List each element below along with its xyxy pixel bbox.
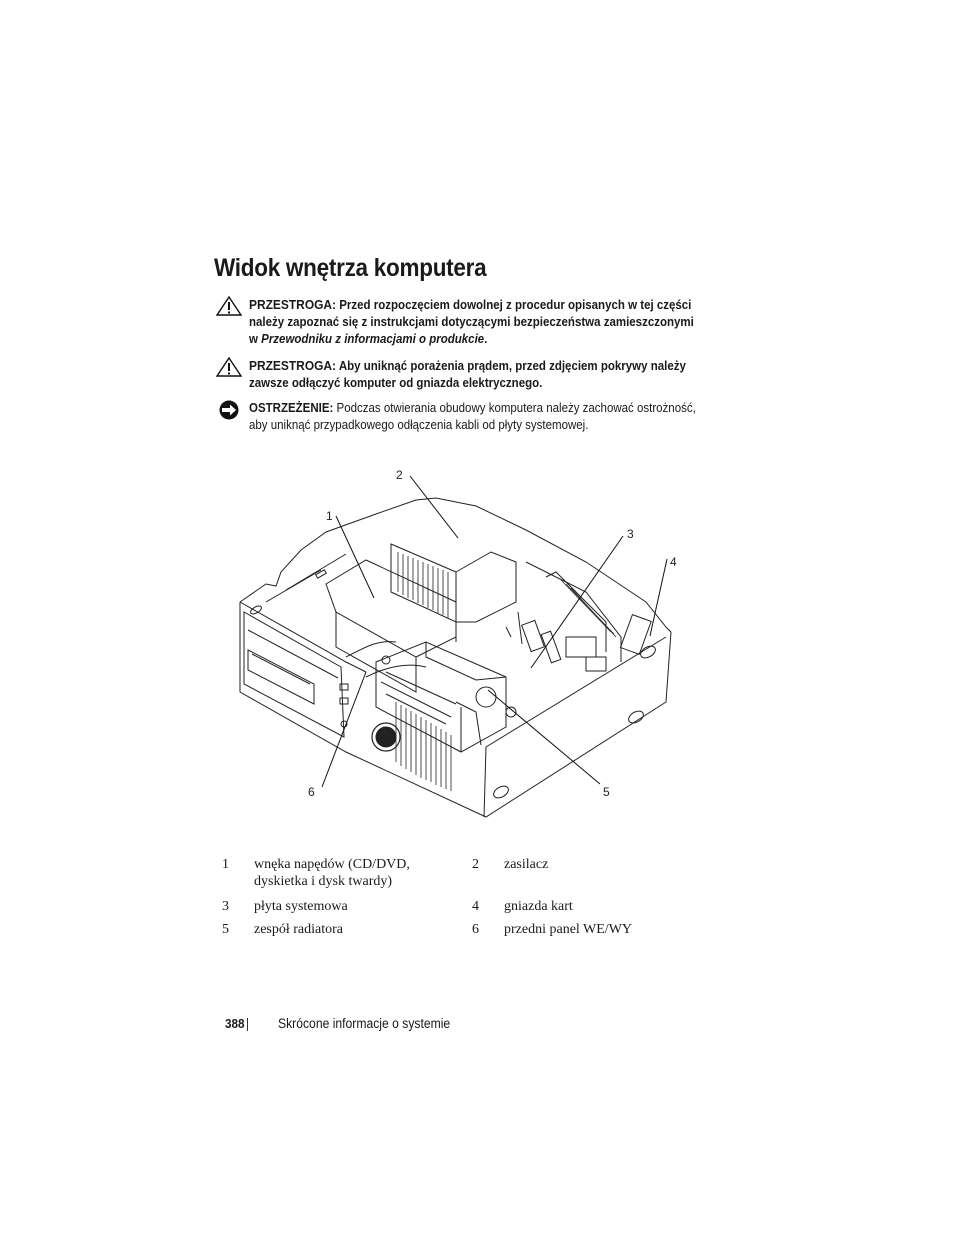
warning-triangle-icon [216,296,242,316]
legend-text: przedni panel WE/WY [504,922,633,937]
caution-label: PRZESTROGA: [249,297,337,312]
leader-line-5 [488,690,600,784]
caution-line-prefix: w [249,332,262,346]
callout-3: 3 [627,527,634,541]
chassis-outline [240,498,671,817]
page-number: 388 [225,1016,245,1031]
notice-line: Podczas otwierania obudowy komputera należy zachować ostrożność, [336,401,696,415]
caution-line: należy zapoznać się z instrukcjami dotyczącymi bezpieczeństwa zamieszczonymi [249,315,694,329]
notice-arrow-circle-icon [216,400,242,420]
caution-line-suffix: . [484,332,488,346]
callout-5: 5 [603,785,610,799]
legend-number: 2 [472,857,479,872]
computer-interior-illustration [226,462,696,832]
legend-text: zespół radiatora [254,922,344,937]
callout-1: 1 [326,509,333,523]
warning-triangle-icon [216,357,242,377]
legend-text: zasilacz [504,857,549,872]
legend-number: 4 [472,899,479,914]
legend-text: płyta systemowa [254,899,348,914]
legend-number: 5 [222,922,229,937]
caution-notice-2 [214,357,719,392]
legend-text: wnęka napędów (CD/DVD, dyskietka i dysk twardy) [254,857,410,889]
caution-line: zawsze odłączyć komputer od gniazda elektrycznego. [249,376,543,390]
legend-number: 1 [222,857,229,872]
footer-section-title: Skrócone informacje o systemie [278,1016,451,1031]
caution-notice-1 [214,296,719,348]
caution-label: PRZESTROGA: [249,358,337,373]
callout-4: 4 [670,555,677,569]
footer-separator [247,1018,248,1031]
caution-line: Przed rozpoczęciem dowolnej z procedur opisanych w tej części [339,298,692,312]
callout-2: 2 [396,468,403,482]
leader-line-3 [531,536,623,668]
caution-doc-reference: Przewodniku z informacjami o produkcie [261,332,485,346]
legend-text: gniazda kart [504,899,573,914]
leader-line-6 [322,672,366,787]
notice-label: OSTRZEŻENIE: [249,401,334,415]
callout-6: 6 [308,785,315,799]
leader-line-2 [410,476,458,538]
caution-line: Aby uniknąć porażenia prądem, przed zdjęciem pokrywy należy [338,359,686,373]
notice-line: aby uniknąć przypadkowego odłączenia kabli od płyty systemowej. [249,418,589,432]
legend-number: 6 [472,922,479,937]
notice-box [214,400,719,434]
legend-number: 3 [222,899,229,914]
leader-lines [322,476,667,787]
page-title: Widok wnętrza komputera [214,254,487,282]
